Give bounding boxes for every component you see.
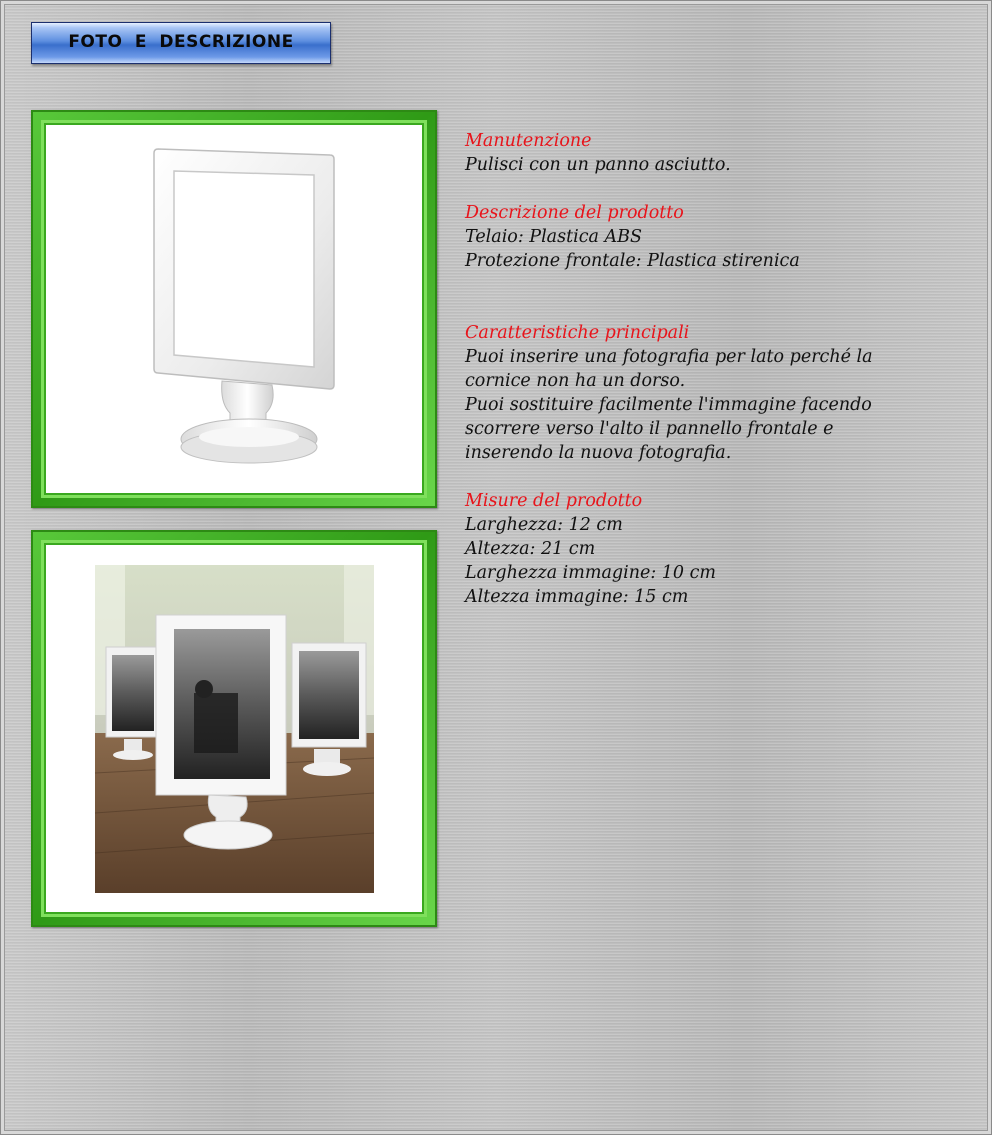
section-line: inserendo la nuova fotografia. [465, 443, 732, 463]
section-line: Puoi sostituire facilmente l'immagine facendo [465, 395, 872, 415]
section-title: Misure del prodotto [465, 491, 643, 511]
section-line: scorrere verso l'alto il pannello frontale e [465, 419, 834, 439]
section-line: cornice non ha un dorso. [465, 371, 686, 391]
section-line: Altezza immagine: 15 cm [465, 587, 689, 607]
product-description [465, 129, 965, 609]
section-descrizione [465, 201, 965, 273]
section-title: Descrizione del prodotto [465, 203, 684, 223]
section-line: Puoi inserire una fotografia per lato perché la [465, 347, 873, 367]
header-banner [31, 22, 331, 64]
section-manutenzione [465, 129, 965, 177]
section-line: Telaio: Plastica ABS [465, 227, 642, 247]
product-photo-1 [41, 120, 427, 498]
section-line: Protezione frontale: Plastica stirenica [465, 251, 800, 271]
section-title: Manutenzione [465, 131, 592, 151]
section-title: Caratteristiche principali [465, 323, 690, 343]
frames-scene-illustration [44, 543, 421, 903]
section-line: Altezza: 21 cm [465, 539, 596, 559]
section-caratteristiche [465, 321, 965, 465]
section-line: Larghezza immagine: 10 cm [465, 563, 717, 583]
empty-frame-illustration [44, 123, 421, 484]
section-line: Larghezza: 12 cm [465, 515, 623, 535]
product-photo-frame-1 [31, 110, 437, 508]
product-photo-frame-2 [31, 530, 437, 927]
section-misure [465, 489, 965, 609]
section-line: Pulisci con un panno asciutto. [465, 155, 731, 175]
product-photo-2 [41, 540, 427, 917]
page-title: FOTO E DESCRIZIONE [68, 32, 294, 52]
